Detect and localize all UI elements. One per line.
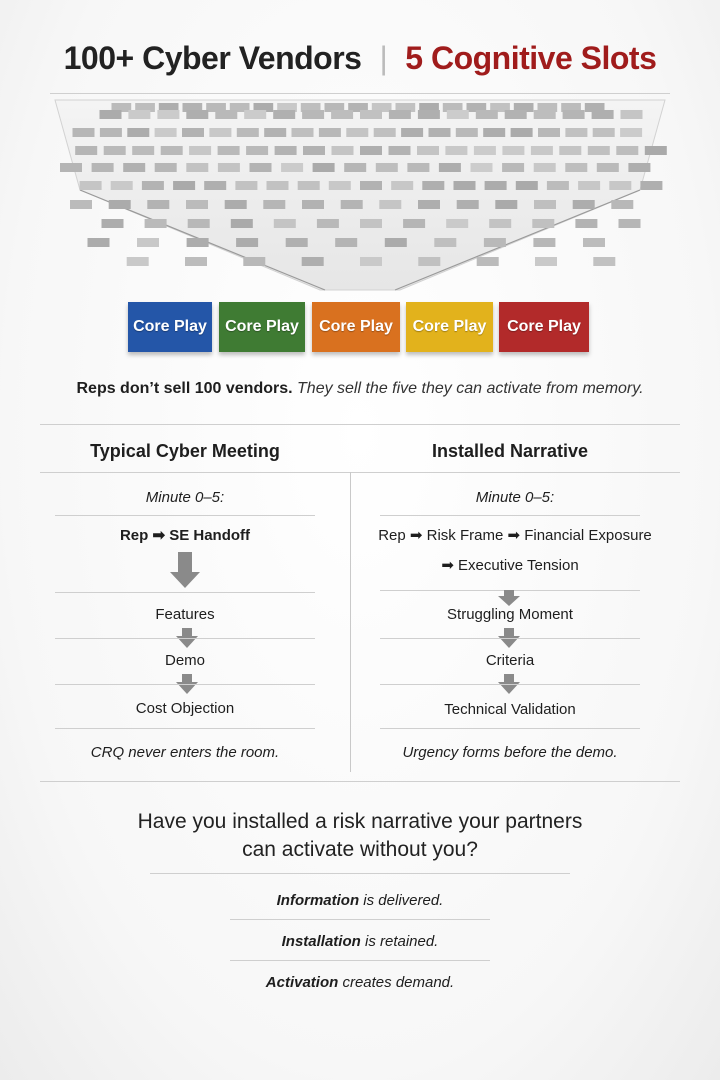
vendor-brick: [360, 219, 382, 228]
vendor-brick: [231, 219, 253, 228]
vendor-brick: [292, 128, 314, 137]
vendor-brick: [281, 163, 303, 172]
core-play-label: Core Play: [133, 318, 207, 335]
vendor-brick: [313, 163, 335, 172]
vendor-brick: [145, 219, 167, 228]
vendor-brick: [332, 146, 354, 155]
vendor-brick: [329, 181, 351, 190]
right-minute: Minute 0–5:: [475, 489, 555, 506]
vendor-brick: [132, 146, 154, 155]
vendor-brick: [267, 181, 289, 190]
vendor-brick: [243, 257, 265, 266]
vendor-brick: [531, 146, 553, 155]
question-divider: [150, 873, 570, 874]
left-step-features: Features: [155, 606, 215, 623]
vendor-brick: [418, 257, 440, 266]
column-heading-divider: [40, 472, 680, 473]
vendor-brick: [331, 110, 353, 119]
vendor-brick: [483, 128, 505, 137]
vendor-brick: [573, 200, 595, 209]
right-step-criteria: Criteria: [485, 652, 535, 669]
vendor-brick: [218, 163, 240, 172]
vendor-brick: [346, 128, 368, 137]
vendor-brick: [621, 110, 643, 119]
vendor-brick: [616, 146, 638, 155]
vendor-brick: [127, 128, 149, 137]
vendor-brick: [263, 200, 285, 209]
core-play-label: Core Play: [507, 318, 581, 335]
vendor-brick: [104, 146, 126, 155]
vendor-brick: [189, 146, 211, 155]
down-arrow-icon: [498, 590, 520, 606]
vendor-brick: [137, 238, 159, 247]
section-divider-bottom: [40, 781, 680, 782]
vendor-brick: [457, 200, 479, 209]
vendor-brick: [403, 219, 425, 228]
vendor-brick: [389, 110, 411, 119]
vendor-brick: [484, 238, 506, 247]
vendor-brick: [319, 128, 341, 137]
vendor-brick: [274, 219, 296, 228]
vendor-brick: [533, 238, 555, 247]
right-footer: Urgency forms before the demo.: [402, 744, 618, 761]
vendor-brick: [422, 181, 444, 190]
vendor-brick: [147, 200, 169, 209]
vendor-brick: [185, 257, 207, 266]
question-line-2: can activate without you?: [242, 838, 478, 861]
vendor-brick: [640, 181, 662, 190]
tagline: [0, 380, 720, 398]
vendor-brick: [237, 128, 259, 137]
vendor-brick: [474, 146, 496, 155]
vendor-brick: [407, 163, 429, 172]
vendor-brick: [456, 128, 478, 137]
vendor-brick: [434, 238, 456, 247]
vendor-brick: [188, 219, 210, 228]
vendor-funnel: [0, 0, 720, 300]
closing-keyword: Information: [276, 892, 360, 909]
vendor-brick: [186, 110, 208, 119]
vendor-brick: [583, 238, 605, 247]
vendor-brick: [73, 128, 95, 137]
left-rule: [55, 592, 315, 593]
vendor-brick: [578, 181, 600, 190]
closing-rest: is delivered.: [359, 892, 444, 909]
closing-keyword: Installation: [281, 933, 361, 950]
vendor-brick: [75, 146, 97, 155]
vendor-brick: [532, 219, 554, 228]
vendor-brick: [246, 146, 268, 155]
core-play-3: [312, 302, 400, 352]
vendor-brick: [417, 146, 439, 155]
vendor-brick: [92, 163, 114, 172]
right-step-struggling-moment: Struggling Moment: [447, 606, 573, 623]
vendor-brick: [209, 128, 231, 137]
vendor-brick: [593, 128, 615, 137]
closing-keyword: Activation: [265, 974, 339, 991]
right-column-heading: Installed Narrative: [431, 441, 589, 461]
vendor-brick: [250, 163, 272, 172]
vendor-brick: [547, 181, 569, 190]
title-vendors: 100+ Cyber Vendors: [63, 40, 362, 76]
vendor-brick: [161, 146, 183, 155]
vendor-brick: [476, 110, 498, 119]
vendor-brick: [619, 219, 641, 228]
vendor-brick: [186, 163, 208, 172]
vendor-brick: [302, 200, 324, 209]
down-arrow-icon: [170, 552, 200, 590]
vendor-brick: [204, 181, 226, 190]
vendor-brick: [123, 163, 145, 172]
closing-rest: is retained.: [360, 933, 439, 950]
vendor-brick: [360, 257, 382, 266]
vendor-brick: [575, 219, 597, 228]
vendor-brick: [516, 181, 538, 190]
vendor-brick: [303, 146, 325, 155]
vendor-brick: [401, 128, 423, 137]
vendor-brick: [429, 128, 451, 137]
vendor-brick: [225, 200, 247, 209]
vendor-brick: [502, 146, 524, 155]
vendor-brick: [597, 163, 619, 172]
vendor-brick: [360, 110, 382, 119]
vendor-brick: [592, 110, 614, 119]
left-step-demo: Demo: [164, 652, 205, 669]
vendor-brick: [588, 146, 610, 155]
vendor-brick: [109, 200, 131, 209]
vendor-brick: [182, 128, 204, 137]
core-play-label: Core Play: [319, 318, 393, 335]
closing-line-information: [0, 892, 720, 909]
closing-rest: creates demand.: [338, 974, 455, 991]
vendor-brick: [391, 181, 413, 190]
right-rule: [380, 515, 640, 516]
vendor-brick: [565, 128, 587, 137]
vendor-brick: [142, 181, 164, 190]
vendor-brick: [385, 238, 407, 247]
vendor-brick: [534, 200, 556, 209]
vendor-brick: [341, 200, 363, 209]
vendor-brick: [335, 238, 357, 247]
core-play-2: [219, 302, 305, 352]
title-separator: |: [379, 40, 388, 76]
title-slots: 5 Cognitive Slots: [405, 40, 657, 76]
vendor-brick: [471, 163, 493, 172]
vendor-brick: [111, 181, 133, 190]
vendor-brick: [485, 181, 507, 190]
core-play-label: Core Play: [412, 318, 487, 335]
core-play-1: [128, 302, 212, 352]
vendor-brick: [100, 128, 122, 137]
left-rule: [55, 684, 315, 685]
vendor-brick: [534, 110, 556, 119]
vendor-brick: [477, 257, 499, 266]
left-step-cost-objection: Cost Objection: [135, 700, 235, 717]
vendor-brick: [298, 181, 320, 190]
vendor-brick: [155, 163, 177, 172]
core-play-4: [406, 302, 493, 352]
vendor-brick: [489, 219, 511, 228]
vendor-brick: [609, 181, 631, 190]
vendor-brick: [236, 238, 258, 247]
vendor-brick: [344, 163, 366, 172]
vendor-brick: [360, 146, 382, 155]
vendor-brick: [447, 110, 469, 119]
section-divider-top: [40, 424, 680, 425]
vendor-brick: [495, 200, 517, 209]
vendor-brick: [379, 200, 401, 209]
core-play-label: Core Play: [225, 318, 299, 335]
vendor-brick: [80, 181, 102, 190]
vendor-brick: [275, 146, 297, 155]
left-rule: [55, 638, 315, 639]
vendor-brick: [628, 163, 650, 172]
vendor-brick: [218, 146, 240, 155]
vendor-brick: [620, 128, 642, 137]
vendor-brick: [128, 110, 150, 119]
vendor-brick: [60, 163, 82, 172]
closing-rule: [230, 960, 490, 961]
vendor-brick: [611, 200, 633, 209]
vendor-brick: [454, 181, 476, 190]
left-footer: CRQ never enters the room.: [90, 744, 280, 761]
closing-line-installation: [0, 933, 720, 950]
vendor-brick: [286, 238, 308, 247]
vendor-brick: [127, 257, 149, 266]
left-handoff: Rep ➡ SE Handoff: [119, 527, 251, 544]
vendor-brick: [645, 146, 667, 155]
vendor-brick: [88, 238, 110, 247]
left-minute: Minute 0–5:: [145, 489, 225, 506]
vendor-brick: [186, 200, 208, 209]
tagline-bold: Reps don’t sell 100 vendors.: [76, 380, 293, 397]
right-line-2: ➡ Executive Tension: [441, 557, 579, 574]
vendor-brick: [302, 257, 324, 266]
vendor-brick: [418, 200, 440, 209]
closing-rule: [230, 919, 490, 920]
vendor-brick: [70, 200, 92, 209]
right-rule: [380, 728, 640, 729]
vendor-brick: [374, 128, 396, 137]
vendor-brick: [273, 110, 295, 119]
left-rule: [55, 728, 315, 729]
vendor-brick: [511, 128, 533, 137]
vendor-brick: [215, 110, 237, 119]
vendor-brick: [376, 163, 398, 172]
right-step-technical-validation: Technical Validation: [444, 701, 576, 718]
right-line-1: Rep ➡ Risk Frame ➡ Financial Exposure: [378, 527, 652, 544]
vendor-brick: [187, 238, 209, 247]
vendor-brick: [502, 163, 524, 172]
vendor-brick: [535, 257, 557, 266]
vendor-brick: [244, 110, 266, 119]
vendor-brick: [100, 110, 122, 119]
vendor-brick: [565, 163, 587, 172]
vendor-brick: [439, 163, 461, 172]
vendor-brick: [317, 219, 339, 228]
vendor-brick: [173, 181, 195, 190]
vendor-brick: [446, 219, 468, 228]
right-rule: [380, 684, 640, 685]
vendor-brick: [155, 128, 177, 137]
vendor-brick: [264, 128, 286, 137]
vendor-brick: [360, 181, 382, 190]
left-column-heading: Typical Cyber Meeting: [90, 441, 280, 461]
vendor-brick: [389, 146, 411, 155]
vendor-brick: [593, 257, 615, 266]
vendor-brick: [538, 128, 560, 137]
vendor-brick: [445, 146, 467, 155]
vendor-brick: [418, 110, 440, 119]
column-divider: [350, 472, 351, 772]
core-play-5: [499, 302, 589, 352]
vendor-brick: [302, 110, 324, 119]
vendor-brick: [102, 219, 124, 228]
vendor-brick: [235, 181, 257, 190]
vendor-brick: [534, 163, 556, 172]
tagline-italic: They sell the five they can activate from memory.: [297, 380, 644, 397]
vendor-brick: [157, 110, 179, 119]
left-rule: [55, 515, 315, 516]
closing-line-activation: [0, 974, 720, 991]
question-line-1: Have you installed a risk narrative your partners: [137, 810, 583, 833]
vendor-brick: [563, 110, 585, 119]
right-rule: [380, 638, 640, 639]
vendor-brick: [559, 146, 581, 155]
vendor-brick: [505, 110, 527, 119]
